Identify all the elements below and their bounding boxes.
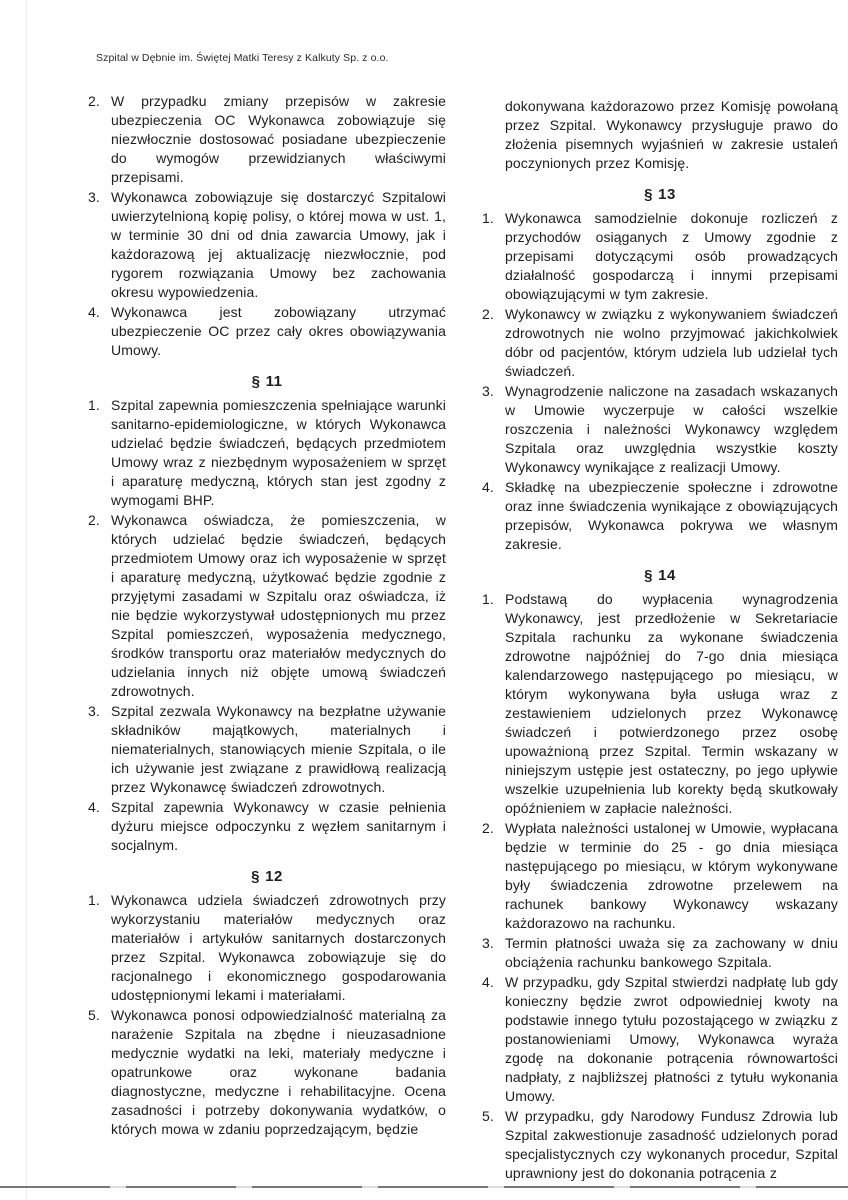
document-header: Szpital w Dębnie im. Świętej Matki Teresy z Kalkuty Sp. z o.o.: [96, 52, 389, 64]
list-item: [482, 934, 838, 972]
item-number: 2.: [88, 93, 100, 109]
item-text: Szpital zapewnia Wykonawcy w czasie pełnienia dyżuru miejsce odpoczynku z węzłem sanitarnym i socjalnym.: [111, 799, 446, 853]
item-text: Wykonawca samodzielnie dokonuje rozliczeń z przychodów osiąganych z Umowy zgodnie z przepisami dotyczącymi osób prowadzących działalność gospodarczą i innymi przepisami obowiązującymi w tym zakresie.: [505, 210, 838, 302]
list-item: [88, 702, 446, 797]
list-item: [482, 590, 838, 818]
list-item: [88, 92, 446, 187]
paper-edge-line: [26, 0, 27, 1200]
section-heading: § 12: [251, 868, 283, 885]
list-item: [482, 1107, 838, 1183]
item-text: Wynagrodzenie naliczone na zasadach wskazanych w Umowie wyczerpuje w całości wszelkie roszczenia i należności Wykonawcy względem Szpitala oraz uwzględnia wszystkie koszty Wykonawcy wynikające z realizacji Umowy.: [505, 383, 838, 475]
item-number: 2.: [482, 820, 494, 836]
item-number: 3.: [482, 935, 494, 951]
item-text: W przypadku zmiany przepisów w zakresie ubezpieczenia OC Wykonawca zobowiązuje się niezwłocznie dostosować posiadane ubezpieczenie do wymogów przewidzianych właściwymi przepisami.: [111, 93, 446, 185]
item-number: 1.: [482, 210, 494, 226]
item-number: [482, 97, 505, 173]
list-item: [482, 819, 838, 933]
list-item: [88, 188, 446, 302]
item-text: dokonywana każdorazowo przez Komisję powołaną przez Szpital. Wykonawcy przysługuje prawo do złożenia pisemnych wyjaśnień w zakresie ustaleń poczynionych przez Komisję.: [505, 98, 838, 171]
item-text: Wykonawca oświadcza, że pomieszczenia, w których udzielać będzie świadczeń, będących przedmiotem Umowy oraz ich wyposażenie w sprzęt i aparaturę medyczną, użytkować będzie zgodnie z przyjętymi zasadami w Szpitalu oraz oświadcza, iż nie będzie wykorzystywał udostępnionych mu przez Szpital pomieszczeń, wyposażenia medycznego, środków transportu oraz materiałów medycznych do udzielania innych niż objęte umową świadczeń zdrowotnych.: [111, 512, 446, 699]
item-text: Szpital zapewnia pomieszczenia spełniające warunki sanitarno-epidemiologiczne, w których Wykonawca udzielać będzie świadczeń, będących przedmiotem Umowy wraz z niezbędnym wyposażeniem w sprzęt i aparaturę medyczną, których stan jest zgodny z wymogami BHP.: [111, 397, 446, 508]
item-text: W przypadku, gdy Szpital stwierdzi nadpłatę lub gdy konieczny będzie zwrot odpowiedniej kwoty na podstawie innego tytułu pozostającego w związku z postanowieniami Umowy, Wykonawca wyraża zgodę na dokonanie potrącenia równowartości nadpłaty, z najbliższej płatności z tytułu wykonania Umowy.: [505, 974, 838, 1104]
right-column: [482, 97, 838, 1184]
item-number: 1.: [88, 892, 100, 908]
list-item: [88, 303, 446, 360]
item-text: W przypadku, gdy Narodowy Fundusz Zdrowia lub Szpital zakwestionuje zasadność udzielonych porad specjalistycznych czy wykonanych procedur, Szpital uprawniony jest do dokonania potrącenia z: [505, 1108, 838, 1181]
list-item: [482, 382, 838, 477]
item-text: Wykonawca jest zobowiązany utrzymać ubezpieczenie OC przez cały okres obowiązywania Umowy.: [111, 304, 446, 358]
item-number: 2.: [482, 306, 494, 322]
continuation-paragraph: [482, 97, 838, 173]
item-number: 3.: [88, 189, 100, 205]
list-item: [88, 1006, 446, 1139]
item-number: 2.: [88, 512, 100, 528]
item-number: 4.: [482, 479, 494, 495]
item-number: 3.: [88, 703, 100, 719]
left-column: [88, 92, 446, 1140]
item-number: 1.: [482, 591, 494, 607]
item-number: 4.: [482, 974, 494, 990]
list-item: [482, 973, 838, 1106]
item-number: 4.: [88, 799, 100, 815]
item-number: 1.: [88, 397, 100, 413]
item-number: 5.: [482, 1108, 494, 1124]
item-text: Wykonawca zobowiązuje się dostarczyć Szpitalowi uwierzytelnioną kopię polisy, o której mowa w ust. 1, w terminie 30 dni od dnia zawarcia Umowy, jak i każdorazową jej aktualizację niezwłocznie, pod rygorem rozwiązania Umowy bez zachowania okresu wypowiedzenia.: [111, 189, 446, 300]
list-item: [88, 798, 446, 855]
item-text: Podstawą do wypłacenia wynagrodzenia Wykonawcy, jest przedłożenie w Sekretariacie Szpitala rachunku za wykonane świadczenia zdrowotne najpóźniej do 7-go dnia miesiąca kalendarzowego następującego po miesiącu, w którym wykonywana była usługa wraz z zestawieniem udzielonych przez Wykonawcę świadczeń i potwierdzonego przez osobę upoważnioną przez Szpital. Termin wskazany w niniejszym ustępie jest ostateczny, po jego upływie wszelkie uzupełnienia lub korekty będą skutkowały opóźnieniem w zapłacie należności.: [505, 591, 838, 816]
section-heading: § 14: [644, 567, 676, 584]
item-text: Wykonawca ponosi odpowiedzialność materialną za narażenie Szpitala na zbędne i nieuzasadnione medycznie wydatki na leki, materiały medyczne i opatrunkowe oraz wykonane badania diagnostyczne, medyczne i rehabilitacyjne. Ocena zasadności i potrzeby dokonywania wydatków, o których mowa w zdaniu poprzedzającym, będzie: [111, 1007, 446, 1137]
scan-artifact-bottom-line: [0, 1186, 848, 1188]
item-text: Wykonawcy w związku z wykonywaniem świadczeń zdrowotnych nie wolno przyjmować jakichkolwiek dóbr od pacjentów, którym udziela lub udzielał tych świadczeń.: [505, 306, 838, 379]
list-item: [88, 891, 446, 1005]
section-heading: § 13: [644, 186, 676, 203]
list-item: [88, 511, 446, 701]
item-number: 5.: [88, 1007, 100, 1023]
item-text: Szpital zezwala Wykonawcy na bezpłatne używanie składników majątkowych, materialnych i niematerialnych, stanowiących mienie Szpitala, o ile ich używanie jest związane z prawidłową realizacją przez Wykonawcę świadczeń zdrowotnych.: [111, 703, 446, 795]
list-item: [482, 478, 838, 554]
item-text: Wykonawca udziela świadczeń zdrowotnych przy wykorzystaniu materiałów medycznych oraz materiałów i artykułów sanitarnych dostarczonych przez Szpital. Wykonawca zobowiązuje się do racjonalnego i ekonomicznego gospodarowania udostępnionymi lekami i materiałami.: [111, 892, 446, 1003]
item-number: 4.: [88, 304, 100, 320]
item-number: 3.: [482, 383, 494, 399]
item-text: Wypłata należności ustalonej w Umowie, wypłacana będzie w terminie do 25 - go dnia miesiąca następującego po miesiącu, w którym wykonywane były świadczenia zdrowotne przelewem na rachunek bankowy Wykonawcy wskazany każdorazowo na rachunku.: [505, 820, 838, 931]
item-text: Składkę na ubezpieczenie społeczne i zdrowotne oraz inne świadczenia wynikające z obowiązujących przepisów, Wykonawca pokrywa we własnym zakresie.: [505, 479, 838, 552]
list-item: [88, 396, 446, 510]
list-item: [482, 209, 838, 304]
section-heading: § 11: [251, 373, 283, 390]
item-text: Termin płatności uważa się za zachowany w dniu obciążenia rachunku bankowego Szpitala.: [505, 935, 838, 970]
list-item: [482, 305, 838, 381]
